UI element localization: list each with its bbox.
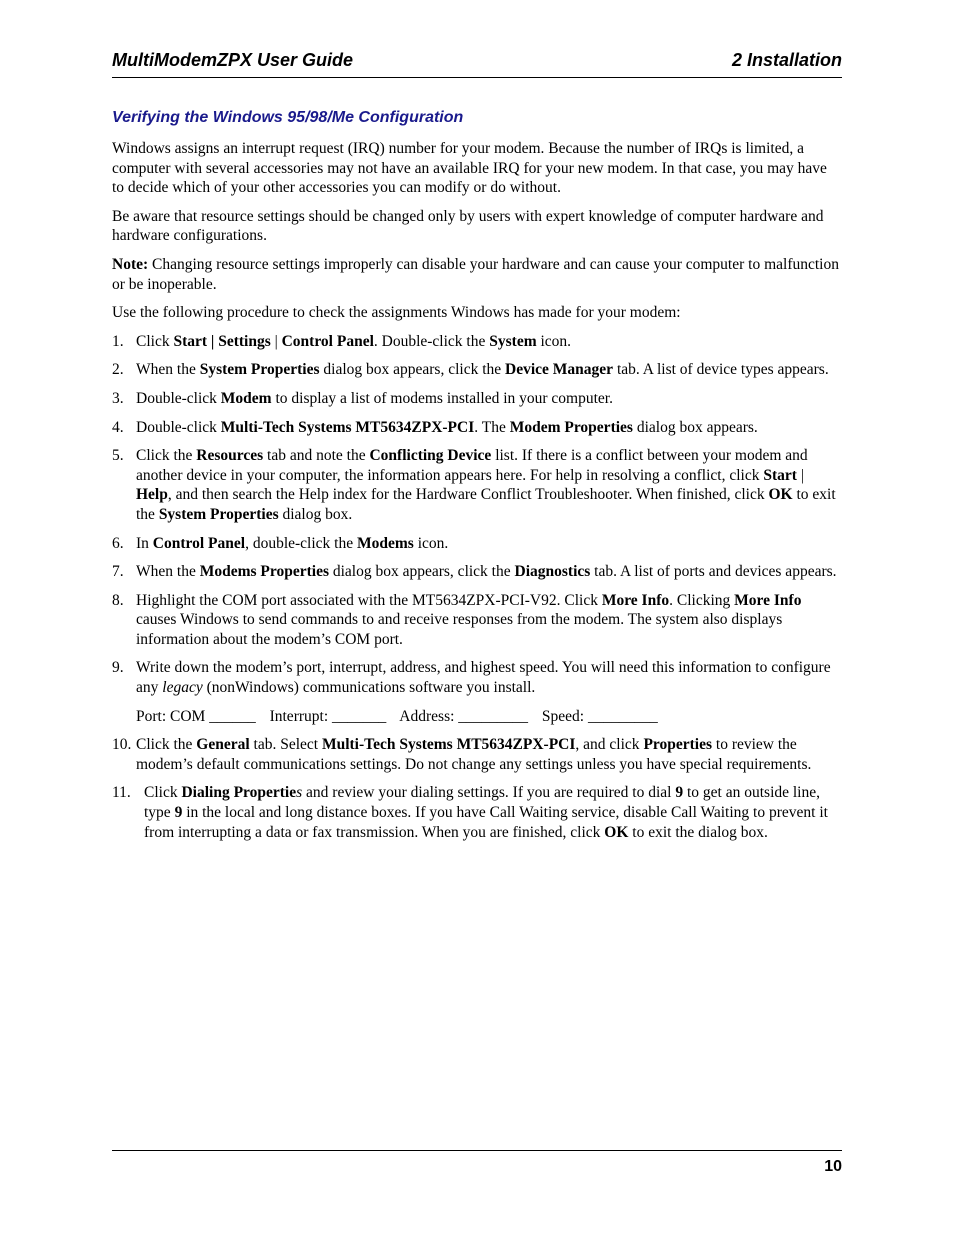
interrupt-field: Interrupt: _______ (269, 707, 387, 725)
procedure-steps (112, 332, 842, 842)
step-number: 4. (112, 418, 124, 436)
body-text (112, 139, 842, 851)
modem-info-fields (136, 707, 842, 727)
step-number: 2. (112, 361, 124, 379)
speed-field: Speed: _________ (541, 707, 658, 725)
port-field: Port: COM ______ (136, 707, 256, 725)
step-number: 1. (112, 332, 124, 350)
page-header (112, 49, 842, 78)
address-field: Address: _________ (399, 707, 529, 725)
footer-divider (112, 1150, 842, 1151)
step-number: 7. (112, 563, 124, 581)
step-1: 1. Click Start | Settings | Control Panel. Double-click the System icon. (112, 332, 572, 350)
step-9: 9. Write down the modem’s port, interrupt, address, and highest speed. You will need this information to configure any legacy (nonWindows) communications software you install. Port: COM ______ Interrupt: _______ Address: _________ Speed: _________ (112, 658, 842, 726)
step-11: 11. Click Dialing Properties and review your dialing settings. If you are required to dial 9 to get an outside line, type 9 in the local and long distance boxes. If you have Call Waiting service, disable Call Waiting to prevent it from interrupting a data or fax transmission. When you are finished, click OK to exit the dialog box. (112, 784, 828, 841)
warning-paragraph: Be aware that resource settings should be changed only by users with expert knowledge of computer hardware and hardware configurations. (112, 207, 824, 245)
note-text: Changing resource settings improperly can disable your hardware and can cause your computer to malfunction or be inoperable. (112, 255, 839, 293)
section-title: Verifying the Windows 95/98/Me Configuration (112, 109, 464, 126)
step-number: 3. (112, 389, 124, 407)
step-7: 7. When the Modems Properties dialog box appears, click the Diagnostics tab. A list of ports and devices appears. (112, 563, 837, 581)
step-10: 10. Click the General tab. Select Multi-Tech Systems MT5634ZPX-PCI, and click Properties to review the modem’s default communications settings. Do not change any settings unless you have special requirements. (112, 736, 812, 773)
document-page (112, 0, 842, 1235)
step-5: 5. Click the Resources tab and note the Conflicting Device list. If there is a conflict between your modem and another device in your computer, the information appears here. For help in resolving a conflict, click Start | Help, and then search the Help index for the Hardware Conflict Troubleshooter. When finished, click OK to exit the System Properties dialog box. (112, 447, 836, 523)
step-8: 8. Highlight the COM port associated with the MT5634ZPX-PCI-V92. Click More Info. Clicking More Info causes Windows to send commands to and receive responses from the modem. The system also displays information about the modem’s COM port. (112, 591, 802, 648)
intro-paragraph: Windows assigns an interrupt request (IRQ) number for your modem. Because the number of IRQs is limited, a computer with several accessories may not have an available IRQ for your new modem. In that case, you may have to decide which of your other accessories you can modify or do without. (112, 140, 827, 197)
note-label: Note: (112, 255, 149, 273)
step-number: 9. (112, 659, 124, 677)
procedure-intro: Use the following procedure to check the assignments Windows has made for your modem: (112, 304, 681, 322)
step-number: 6. (112, 534, 124, 552)
step-number: 8. (112, 591, 124, 609)
step-4: 4. Double-click Multi-Tech Systems MT5634ZPX-PCI. The Modem Properties dialog box appears. (112, 418, 758, 436)
page-number: 10 (824, 1158, 842, 1175)
step-2: 2. When the System Properties dialog box appears, click the Device Manager tab. A list of device types appears. (112, 361, 829, 379)
chapter-title: 2 Installation (731, 50, 842, 70)
guide-title: MultiModemZPX User Guide (112, 50, 354, 70)
step-number: 11. (112, 784, 131, 802)
step-number: 5. (112, 447, 124, 465)
step-3: 3. Double-click Modem to display a list of modems installed in your computer. (112, 389, 613, 407)
step-6: 6. In Control Panel, double-click the Modems icon. (112, 534, 449, 552)
step-number: 10. (112, 736, 132, 754)
note-paragraph (112, 255, 842, 294)
